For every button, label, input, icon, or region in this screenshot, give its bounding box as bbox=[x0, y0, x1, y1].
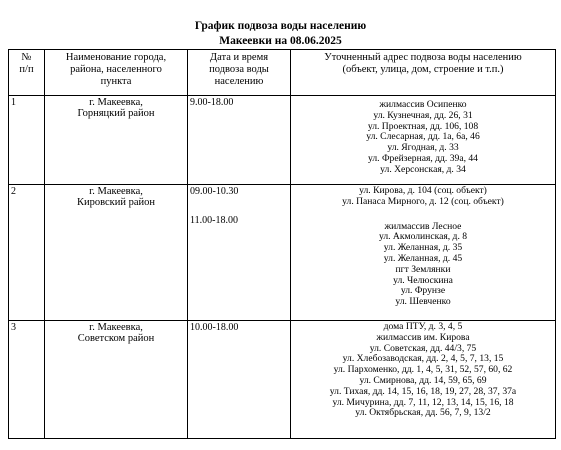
address-line: ул. Октябрьская, дд. 56, 7, 9, 13/2 bbox=[355, 407, 491, 419]
address-line: пгт Землянки bbox=[395, 263, 451, 275]
header-address bbox=[291, 50, 556, 96]
address-line: ул. Фрейзерная, дд. 39а, 44 bbox=[368, 152, 478, 164]
row-number: 1 bbox=[9, 96, 45, 185]
address-line: жилмассив Лесное bbox=[384, 220, 462, 232]
address-line: ул. Челюскина bbox=[393, 274, 453, 286]
address-line: ул. Проектная, дд. 106, 108 bbox=[367, 120, 479, 132]
address-line: ул. Желанная, д. 45 bbox=[383, 252, 463, 264]
locality-line: г. Макеевка, bbox=[89, 186, 143, 197]
row-locality bbox=[45, 96, 188, 185]
address-line: ул. Фрунзе bbox=[400, 285, 446, 297]
address-line: ул. Хлебозаводская, дд. 2, 4, 5, 7, 13, 15 bbox=[342, 353, 504, 365]
header-name-line: пункта bbox=[100, 76, 132, 87]
address-line: ул. Мичурина, дд. 7, 11, 12, 13, 14, 15, 16, 18 bbox=[332, 396, 514, 408]
row-addresses bbox=[291, 185, 556, 321]
row-time bbox=[188, 96, 291, 185]
address-group bbox=[293, 322, 553, 419]
address-line: ул. Кирова, д. 104 (соц. объект) bbox=[359, 185, 487, 196]
header-number-line: п/п bbox=[19, 64, 34, 75]
row-time bbox=[188, 185, 291, 321]
header-time-line: подвоза воды bbox=[209, 64, 269, 75]
time-slot: 09.00-10.30 bbox=[190, 186, 239, 197]
row-addresses bbox=[291, 96, 556, 185]
water-schedule-table bbox=[8, 49, 556, 439]
header-name bbox=[45, 50, 188, 96]
locality-line: Советском район bbox=[77, 333, 155, 344]
address-line: ул. Смирнова, дд. 14, 59, 65, 69 bbox=[359, 374, 487, 386]
address-line: ул. Шевченко bbox=[395, 296, 451, 308]
address-line: ул. Акмолинская, д. 8 bbox=[378, 231, 468, 243]
row-time bbox=[188, 321, 291, 439]
address-line: дома ПТУ, д. 3, 4, 5 bbox=[383, 321, 463, 332]
locality-line: Горняцкий район bbox=[77, 108, 155, 119]
address-line: ул. Херсонская, д. 34 bbox=[380, 163, 466, 175]
row-locality bbox=[45, 185, 188, 321]
address-line: ул. Пархоменко, дд. 1, 4, 5, 31, 52, 57, 60, 62 bbox=[333, 364, 513, 376]
header-time-line: Дата и время bbox=[209, 52, 269, 63]
address-line: ул. Слесарная, дд. 1а, 6а, 46 bbox=[366, 131, 480, 143]
header-address-line: (объект, улица, дом, строение и т.п.) bbox=[342, 64, 504, 75]
time-slot: 9.00-18.00 bbox=[190, 97, 234, 108]
header-number bbox=[9, 50, 45, 96]
title-line-1: График подвоза воды населению bbox=[194, 20, 367, 32]
address-group bbox=[293, 186, 553, 208]
address-line: ул. Ягодная, д. 33 bbox=[387, 142, 459, 154]
address-line: ул. Панаса Мирного, д. 12 (соц. объект) bbox=[342, 195, 504, 207]
address-group bbox=[293, 100, 553, 176]
table-row bbox=[9, 321, 556, 439]
header-name-line: района, населенного bbox=[70, 64, 162, 75]
address-line: ул. Советская, дд. 44/3, 75 bbox=[369, 342, 477, 354]
time-slot: 11.00-18.00 bbox=[190, 215, 238, 226]
address-line: жилмассив им. Кирова bbox=[376, 331, 470, 343]
header-number-line: № bbox=[21, 52, 32, 63]
locality-line: г. Макеевка, bbox=[89, 97, 143, 108]
row-locality bbox=[45, 321, 188, 439]
row-number: 2 bbox=[9, 185, 45, 321]
locality-line: г. Макеевка, bbox=[89, 322, 143, 333]
header-time-line: населению bbox=[214, 76, 264, 87]
header-time bbox=[188, 50, 291, 96]
address-group bbox=[293, 222, 553, 308]
table-header-row bbox=[9, 50, 556, 96]
address-line: жилмассив Осипенко bbox=[379, 99, 467, 110]
row-number: 3 bbox=[9, 321, 45, 439]
address-line: ул. Тихая, дд. 14, 15, 16, 18, 19, 27, 28, 37, 37а bbox=[329, 385, 517, 397]
document-title bbox=[0, 19, 561, 49]
header-name-line: Наименование города, bbox=[65, 52, 167, 63]
table-row bbox=[9, 96, 556, 185]
header-address-line: Уточненный адрес подвоза воды населению bbox=[324, 52, 522, 63]
table-row bbox=[9, 185, 556, 321]
address-line: ул. Желанная, д. 35 bbox=[383, 242, 463, 254]
row-addresses bbox=[291, 321, 556, 439]
time-slot: 10.00-18.00 bbox=[190, 322, 239, 333]
title-line-2: Макеевки на 08.06.2025 bbox=[219, 35, 342, 47]
address-line: ул. Кузнечная, дд. 26, 31 bbox=[373, 109, 473, 121]
locality-line: Кировский район bbox=[76, 197, 156, 208]
